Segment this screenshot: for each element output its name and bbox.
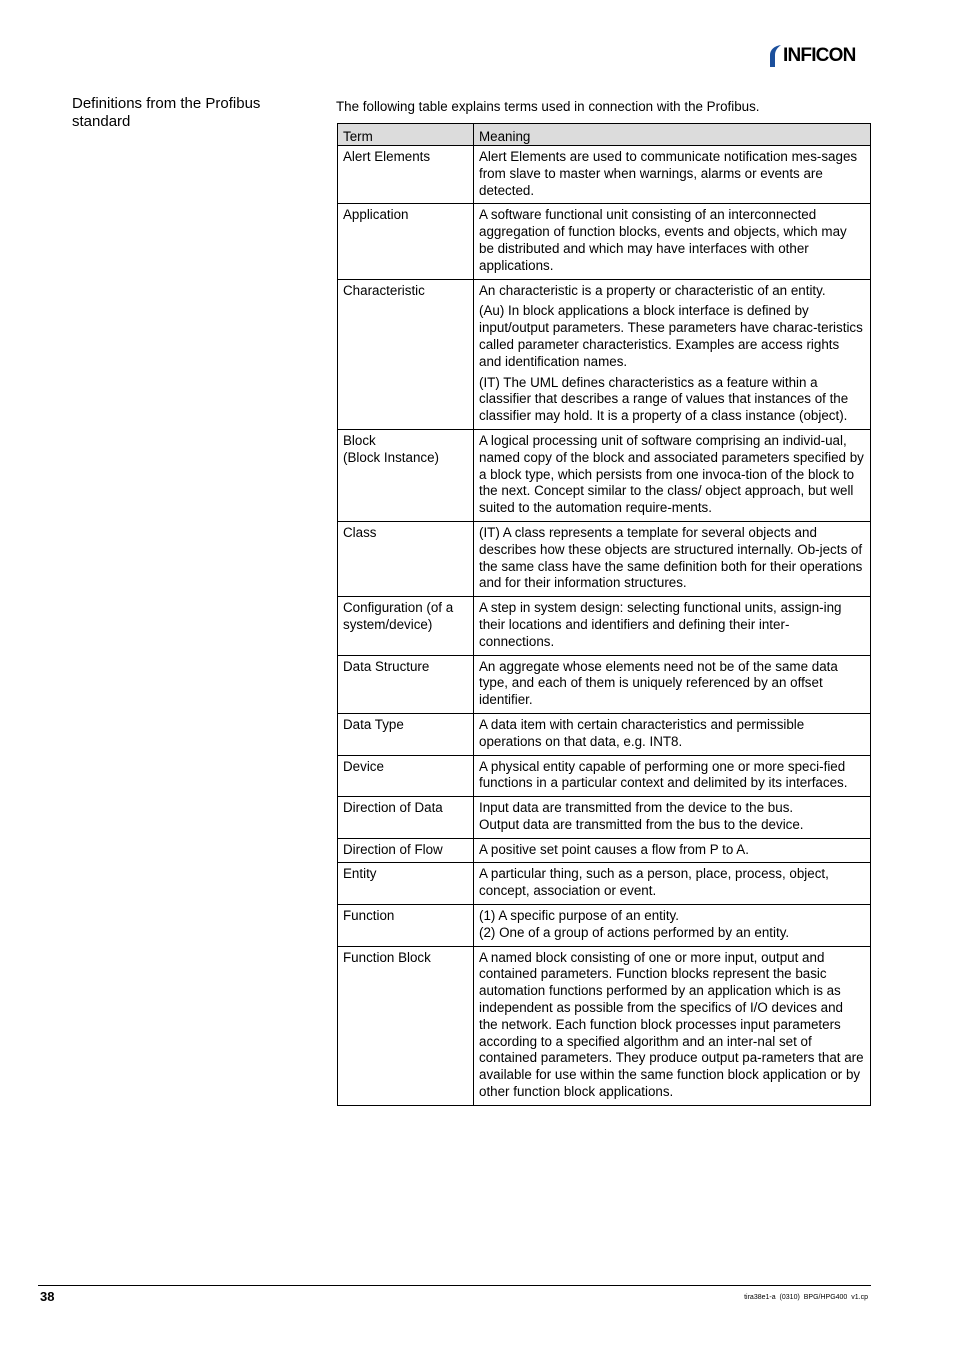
meaning-text: An characteristic is a property or characteristic of an entity. (479, 282, 826, 298)
meaning-cell (474, 863, 871, 905)
meaning-cell (474, 655, 871, 713)
table-row (338, 655, 871, 713)
meaning-cell (474, 755, 871, 797)
table-row (338, 755, 871, 797)
term-cell: Data Structure (338, 655, 474, 713)
term-cell: Data Type (338, 713, 474, 755)
table-row (338, 146, 871, 204)
term-cell: Configuration (of a system/device) (338, 597, 474, 655)
column-header-term: Term (338, 124, 474, 146)
meaning-text: (2) One of a group of actions performed by an entity. (479, 924, 790, 940)
meaning-cell (474, 597, 871, 655)
table-row (338, 597, 871, 655)
term-cell: Application (338, 204, 474, 279)
inficon-logo (767, 44, 871, 68)
meaning-text: (IT) A class represents a template for several objects and describes how these objects are structured internally. Ob-jects of the same class have the same definition both for their operations and for their information structures. (479, 524, 863, 591)
meaning-cell (474, 838, 871, 863)
meaning-text: Alert Elements are used to communicate notification mes-sages from slave to master when warnings, alarms or events are detected. (479, 149, 858, 198)
intro-text: The following table explains terms used in connection with the Profibus. (336, 99, 760, 114)
term-cell: Block (Block Instance) (338, 429, 474, 521)
term-cell: Alert Elements (338, 146, 474, 204)
meaning-text: A software functional unit consisting of an interconnected aggregation of function blocks, events and objects, which may be distributed and which may have interfaces with other applications. (479, 207, 847, 273)
meaning-text: A logical processing unit of software comprising an individ-ual, named copy of the block and associated parameters specified by a block type, which persists from one invoca-tion of the block to the next. Concept similar to the class/ object approach, but well suited to the automation require-ments. (479, 432, 864, 516)
meaning-text: A named block consisting of one or more input, output and contained parameters. Function blocks represent the basic automation functions performed by an application which is as independent as possible from the specifics of I/O devices and the network. Each function block processes input parameters according to a specified algorithm and an inter-nal set of contained parameters. They produce output pa-rameters that are available for use within the same function block application or by other function block applications. (479, 949, 864, 1100)
meaning-cell (474, 521, 871, 596)
term-cell: Function Block (338, 946, 474, 1105)
meaning-text: (IT) The UML defines characteristics as a feature within a classifier that describes a range of values that instances of the classifier may hold. It is a property of a class instance (object). (479, 374, 849, 424)
meaning-text: Output data are transmitted from the bus to the device. (479, 816, 804, 832)
term-cell: Class (338, 521, 474, 596)
meaning-text: A positive set point causes a flow from P to A. (479, 841, 749, 857)
table-row (338, 797, 871, 839)
inficon-swoosh-icon (767, 44, 783, 68)
footer-rule (38, 1285, 871, 1286)
meaning-text: A physical entity capable of performing one or more speci-fied functions in a particular context and delimited by its interfaces. (479, 758, 848, 791)
meaning-cell (474, 713, 871, 755)
meaning-cell (474, 146, 871, 204)
meaning-text: A step in system design: selecting functional units, assign-ing their locations and identifiers and defining their inter-connections. (479, 600, 842, 649)
table-row (338, 521, 871, 596)
term-cell: Characteristic (338, 279, 474, 429)
meaning-text: Input data are transmitted from the device to the bus. (479, 800, 794, 816)
table-row (338, 863, 871, 905)
table-row (338, 429, 871, 521)
term-cell: Direction of Data (338, 797, 474, 839)
section-heading: Definitions from the Profibus standard (72, 95, 261, 130)
meaning-text: A particular thing, such as a person, place, process, object, concept, association or event. (479, 866, 829, 899)
meaning-cell (474, 204, 871, 279)
meaning-text: (1) A specific purpose of an entity. (479, 908, 679, 924)
page-number: 38 (40, 1289, 55, 1304)
term-cell: Direction of Flow (338, 838, 474, 863)
meaning-text: An aggregate whose elements need not be of the same data type, and each of them is uniquely referenced by an offset identifier. (479, 658, 838, 708)
meaning-cell (474, 905, 871, 947)
meaning-cell (474, 429, 871, 521)
table-row (338, 946, 871, 1105)
logo-wordmark: INFICON (783, 45, 856, 66)
meaning-text: A data item with certain characteristics and permissible operations on that data, e.g. INT8. (479, 716, 805, 749)
table-row (338, 713, 871, 755)
table-row (338, 279, 871, 429)
meaning-cell (474, 946, 871, 1105)
meaning-cell (474, 797, 871, 839)
table-header-row (338, 124, 871, 146)
document-code: tira38e1-a (0310) BPG/HPG400 v1.cp (744, 1294, 868, 1301)
table-row (338, 204, 871, 279)
table-row (338, 905, 871, 947)
definitions-table (337, 123, 871, 1106)
meaning-text: (Au) In block applications a block interface is defined by input/output parameters. These parameters have charac-teristics called parameter characteristics. Examples are access rights and identification names. (479, 303, 863, 369)
term-cell: Device (338, 755, 474, 797)
meaning-cell (474, 279, 871, 429)
term-cell: Function (338, 905, 474, 947)
term-cell: Entity (338, 863, 474, 905)
table-row (338, 838, 871, 863)
column-header-meaning: Meaning (474, 124, 871, 146)
